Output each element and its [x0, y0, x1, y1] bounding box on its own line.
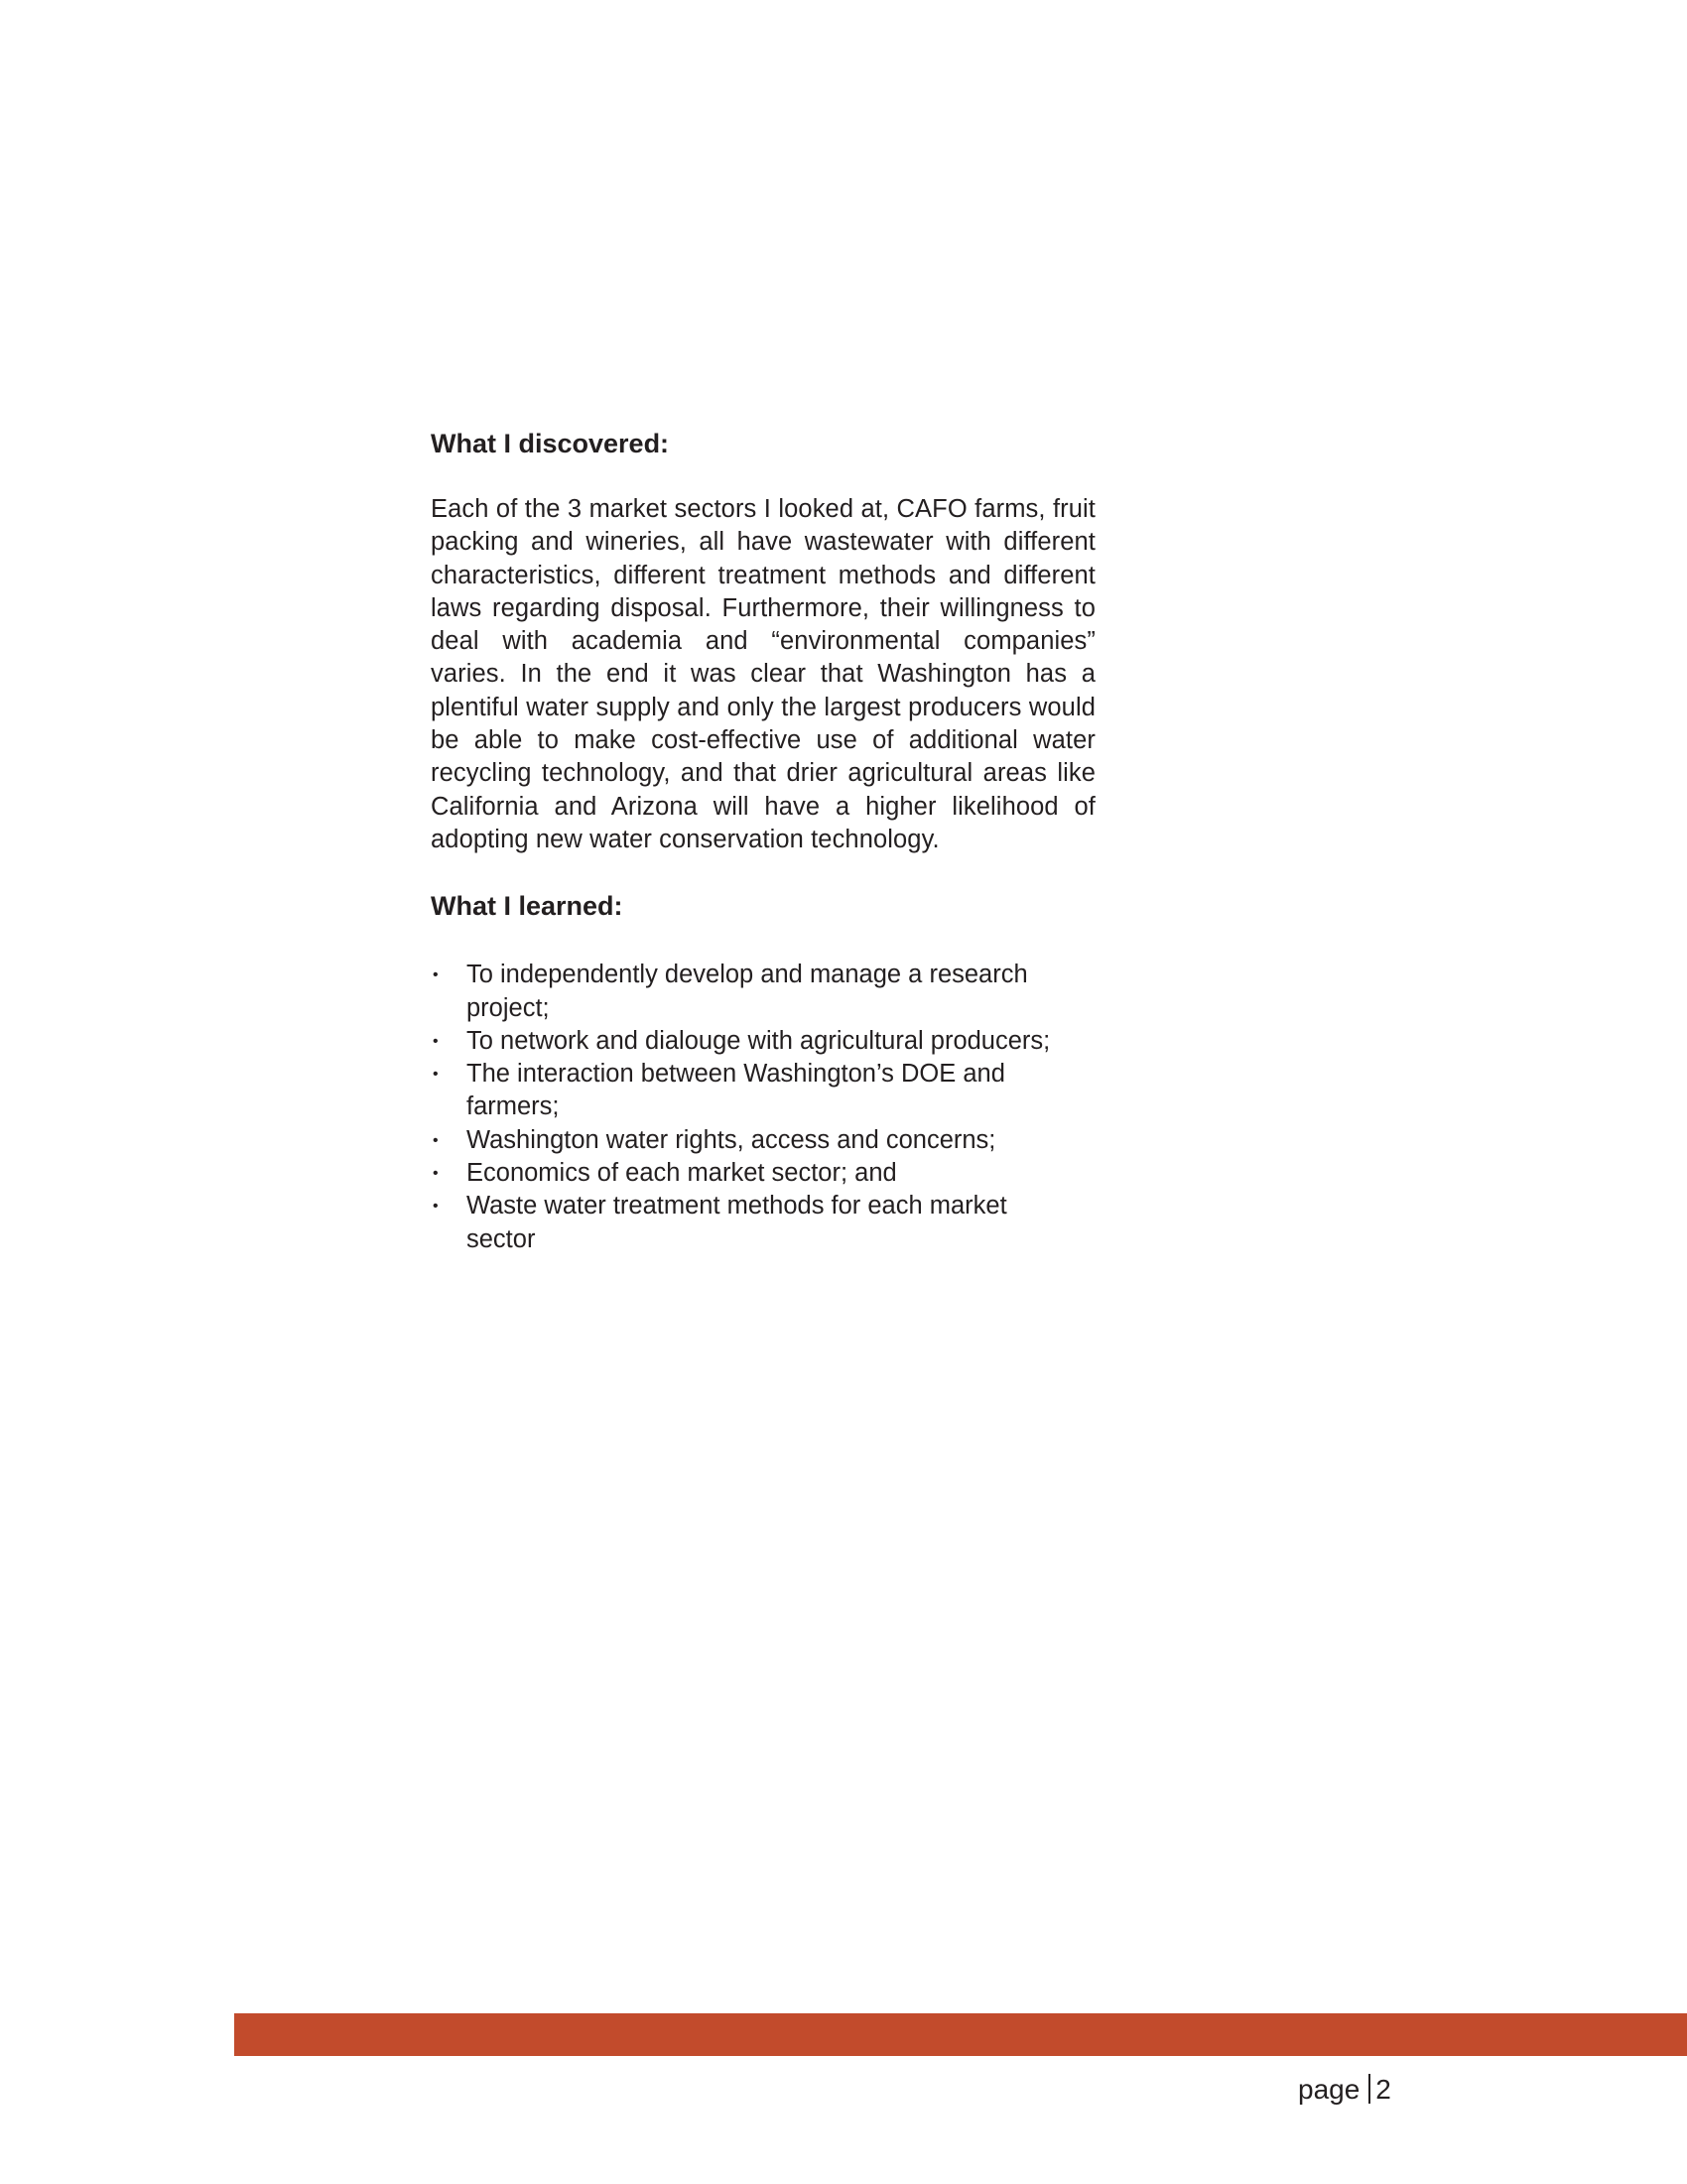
list-item-text: The interaction between Washington’s DOE and farmers; — [466, 1060, 1005, 1121]
list-item — [431, 1157, 1066, 1190]
footer-accent-bar — [234, 2013, 1687, 2056]
learned-list — [431, 959, 1066, 1256]
page-number-label — [1298, 2073, 1391, 2107]
page-separator — [1368, 2074, 1370, 2104]
list-item — [431, 1190, 1066, 1256]
bullet-icon: • — [433, 966, 439, 984]
page-word: page — [1298, 2074, 1361, 2105]
list-item-text: Economics of each market sector; and — [466, 1159, 897, 1188]
list-item — [431, 1025, 1066, 1058]
bullet-icon: • — [433, 1032, 439, 1050]
discovered-paragraph: Each of the 3 market sectors I looked at, CAFO farms, fruit packing and wineries, all have wastewater with different characteristics, different treatment methods and different laws regarding disposal. Furthermore, their willingness to deal with academia and “environmental companies” varies. In the end it was clear that Washington has a plentiful water supply and only the largest producers would be able to make cost-effective use of additional water recycling technology, and that drier agricultural areas like California and Arizona will have a higher likelihood of adopting new water conservation technology. — [431, 495, 1096, 853]
list-item-text: To independently develop and manage a research project; — [466, 961, 1028, 1022]
list-item — [431, 1124, 1066, 1157]
list-item-text: Washington water rights, access and concerns; — [466, 1125, 996, 1154]
page-number: 2 — [1375, 2074, 1391, 2105]
bullet-icon: • — [433, 1198, 439, 1216]
list-item-text: Waste water treatment methods for each market sector — [466, 1192, 1007, 1253]
learned-heading: What I learned: — [431, 891, 623, 922]
list-item — [431, 959, 1066, 1025]
bullet-icon: • — [433, 1131, 439, 1149]
discovered-heading: What I discovered: — [431, 429, 670, 458]
bullet-icon: • — [433, 1066, 439, 1084]
main-content — [431, 427, 1096, 1256]
list-item — [431, 1058, 1066, 1124]
bullet-icon: • — [433, 1165, 439, 1183]
list-item-text: To network and dialouge with agricultural producers; — [466, 1026, 1051, 1055]
